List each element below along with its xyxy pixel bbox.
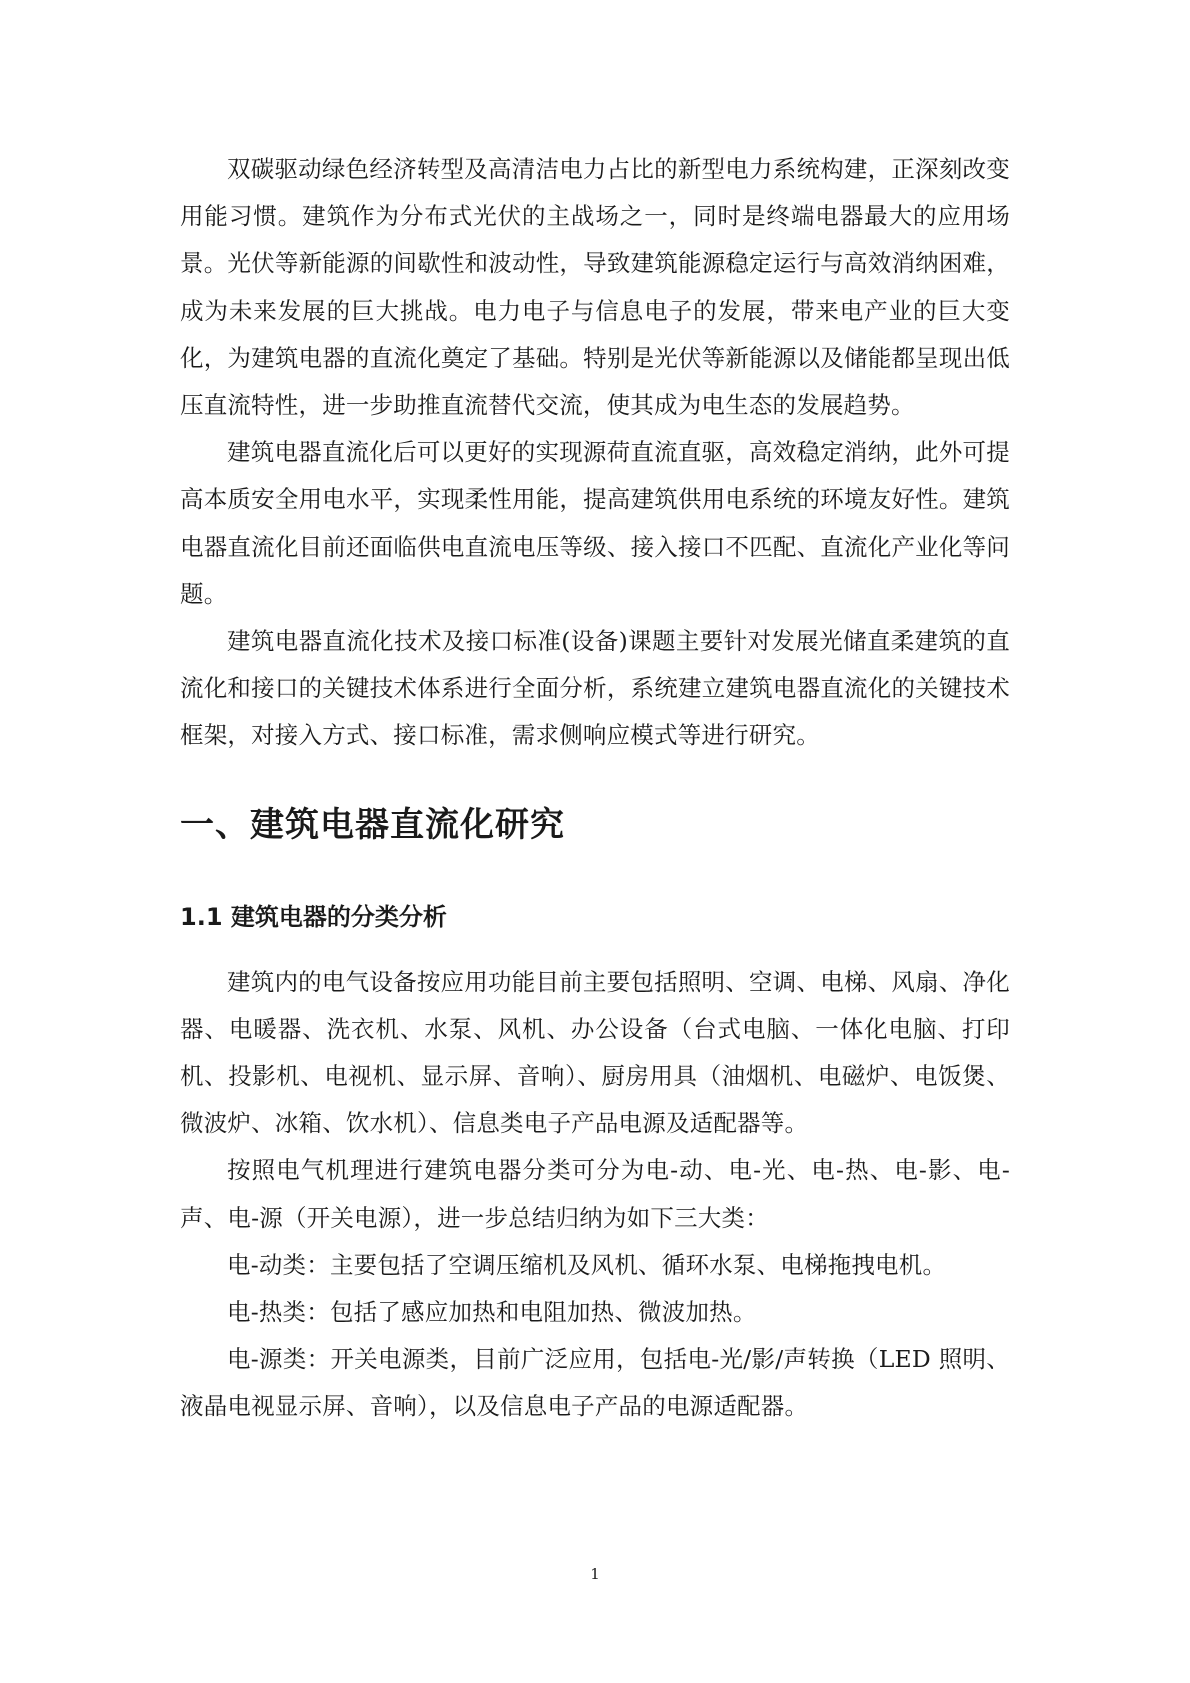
section-paragraph-5: 电-源类：开关电源类，目前广泛应用，包括电-光/影/声转换（LED 照明、液晶电视显示屏、音响），以及信息电子产品的电源适配器。 [180, 1345, 1010, 1421]
document-page [180, 146, 1010, 1431]
intro-paragraph-1: 双碳驱动绿色经济转型及高清洁电力占比的新型电力系统构建，正深刻改变用能习惯。建筑作为分布式光伏的主战场之一，同时是终端电器最大的应用场景。光伏等新能源的间歇性和波动性，导致建筑能源稳定运行与高效消纳困难，成为未来发展的巨大挑战。电力电子与信息电子的发展，带来电产业的巨大变化，为建筑电器的直流化奠定了基础。特别是光伏等新能源以及储能都呈现出低压直流特性，进一步助推直流替代交流，使其成为电生态的发展趋势。 [180, 155, 1010, 420]
page-number: 1 [590, 1565, 600, 1583]
subsection-heading: 1.1 建筑电器的分类分析 [180, 902, 447, 931]
section-paragraph-4: 电-热类：包括了感应加热和电阻加热、微波加热。 [227, 1298, 757, 1327]
intro-paragraph-3: 建筑电器直流化技术及接口标准(设备)课题主要针对发展光储直柔建筑的直流化和接口的关键技术体系进行全面分析，系统建立建筑电器直流化的关键技术框架，对接入方式、接口标准，需求侧响应模式等进行研究。 [180, 627, 1010, 750]
section-paragraph-2: 按照电气机理进行建筑电器分类可分为电-动、电-光、电-热、电-影、电-声、电-源（开关电源），进一步总结归纳为如下三大类： [180, 1156, 1010, 1232]
section-paragraph-1: 建筑内的电气设备按应用功能目前主要包括照明、空调、电梯、风扇、净化器、电暖器、洗衣机、水泵、风机、办公设备（台式电脑、一体化电脑、打印机、投影机、电视机、显示屏、音响）、厨房用具（油烟机、电磁炉、电饭煲、微波炉、冰箱、饮水机）、信息类电子产品电源及适配器等。 [180, 967, 1010, 1138]
section-paragraph-3: 电-动类：主要包括了空调压缩机及风机、循环水泵、电梯拖拽电机。 [227, 1250, 947, 1279]
intro-paragraph-2: 建筑电器直流化后可以更好的实现源荷直流直驱，高效稳定消纳，此外可提高本质安全用电水平，实现柔性用能，提高建筑供用电系统的环境友好性。建筑电器直流化目前还面临供电直流电压等级、接入接口不匹配、直流化产业化等问题。 [180, 438, 1010, 608]
section-heading: 一、建筑电器直流化研究 [180, 804, 565, 845]
